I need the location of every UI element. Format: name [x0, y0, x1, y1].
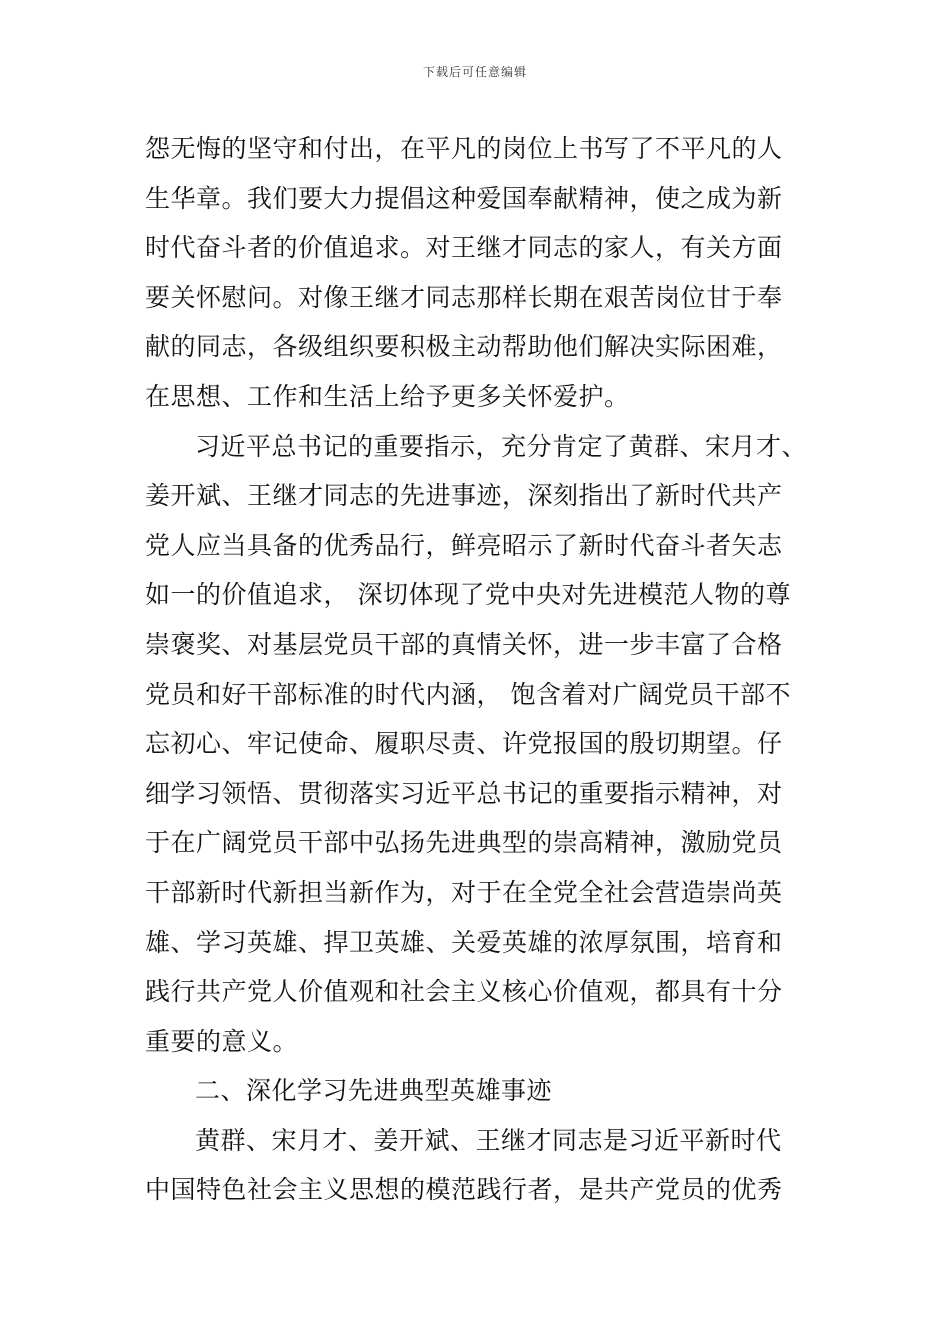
text-line: 中国特色社会主义思想的模范践行者，是共产党员的优秀 — [145, 1175, 783, 1205]
document-body — [145, 124, 825, 1215]
text-line: 于在广阔党员干部中弘扬先进典型的崇高精神，激励党员 — [145, 828, 783, 858]
paragraph — [145, 422, 825, 1067]
text-line: 怨无悔的坚守和付出，在平凡的岗位上书写了不平凡的人 — [145, 134, 783, 163]
text-line: 忘初心、牢记使命、履职尽责、许党报国的殷切期望。仔 — [145, 729, 783, 759]
text-line: 干部新时代新担当新作为，对于在全党全社会营造崇尚英 — [145, 877, 783, 907]
heading-line: 二、深化学习先进典型英雄事迹 — [195, 1076, 553, 1106]
text-line: 雄、学习英雄、捍卫英雄、关爱英雄的浓厚氛围，培育和 — [145, 927, 783, 957]
text-line: 重要的意义。 — [145, 1026, 299, 1056]
page-header: 下载后可任意编辑 — [422, 65, 527, 79]
text-line: 要关怀慰问。对像王继才同志那样长期在艰苦岗位甘于奉 — [145, 282, 783, 312]
text-line: 献的同志，各级组织要积极主动帮助他们解决实际困难， — [145, 332, 783, 362]
paragraph — [145, 1116, 825, 1215]
text-line: 姜开斌、王继才同志的先进事迹，深刻指出了新时代共产 — [145, 481, 783, 511]
text-line: 党人应当具备的优秀品行，鲜亮昭示了新时代奋斗者矢志 — [145, 530, 783, 560]
text-line: 践行共产党人价值观和社会主义核心价值观，都具有十分 — [145, 977, 783, 1007]
text-line: 细学习领悟、贯彻落实习近平总书记的重要指示精神，对 — [145, 778, 783, 808]
section-heading — [145, 1066, 825, 1116]
text-line: 生华章。我们要大力提倡这种爱国奉献精神，使之成为新 — [145, 183, 783, 213]
paragraph — [145, 124, 825, 422]
text-line: 如一的价值追求， 深切体现了党中央对先进模范人物的尊 — [145, 580, 791, 610]
text-line: 习近平总书记的重要指示，充分肯定了黄群、宋月才、 — [195, 431, 808, 461]
text-line: 崇褒奖、对基层党员干部的真情关怀，进一步丰富了合格 — [145, 629, 783, 659]
text-line: 时代奋斗者的价值追求。对王继才同志的家人，有关方面 — [145, 233, 783, 263]
text-line: 黄群、宋月才、姜开斌、王继才同志是习近平新时代 — [195, 1125, 782, 1155]
text-line: 在思想、工作和生活上给予更多关怀爱护。 — [145, 381, 630, 411]
text-line: 党员和好干部标准的时代内涵， 饱含着对广阔党员干部不 — [145, 679, 791, 709]
